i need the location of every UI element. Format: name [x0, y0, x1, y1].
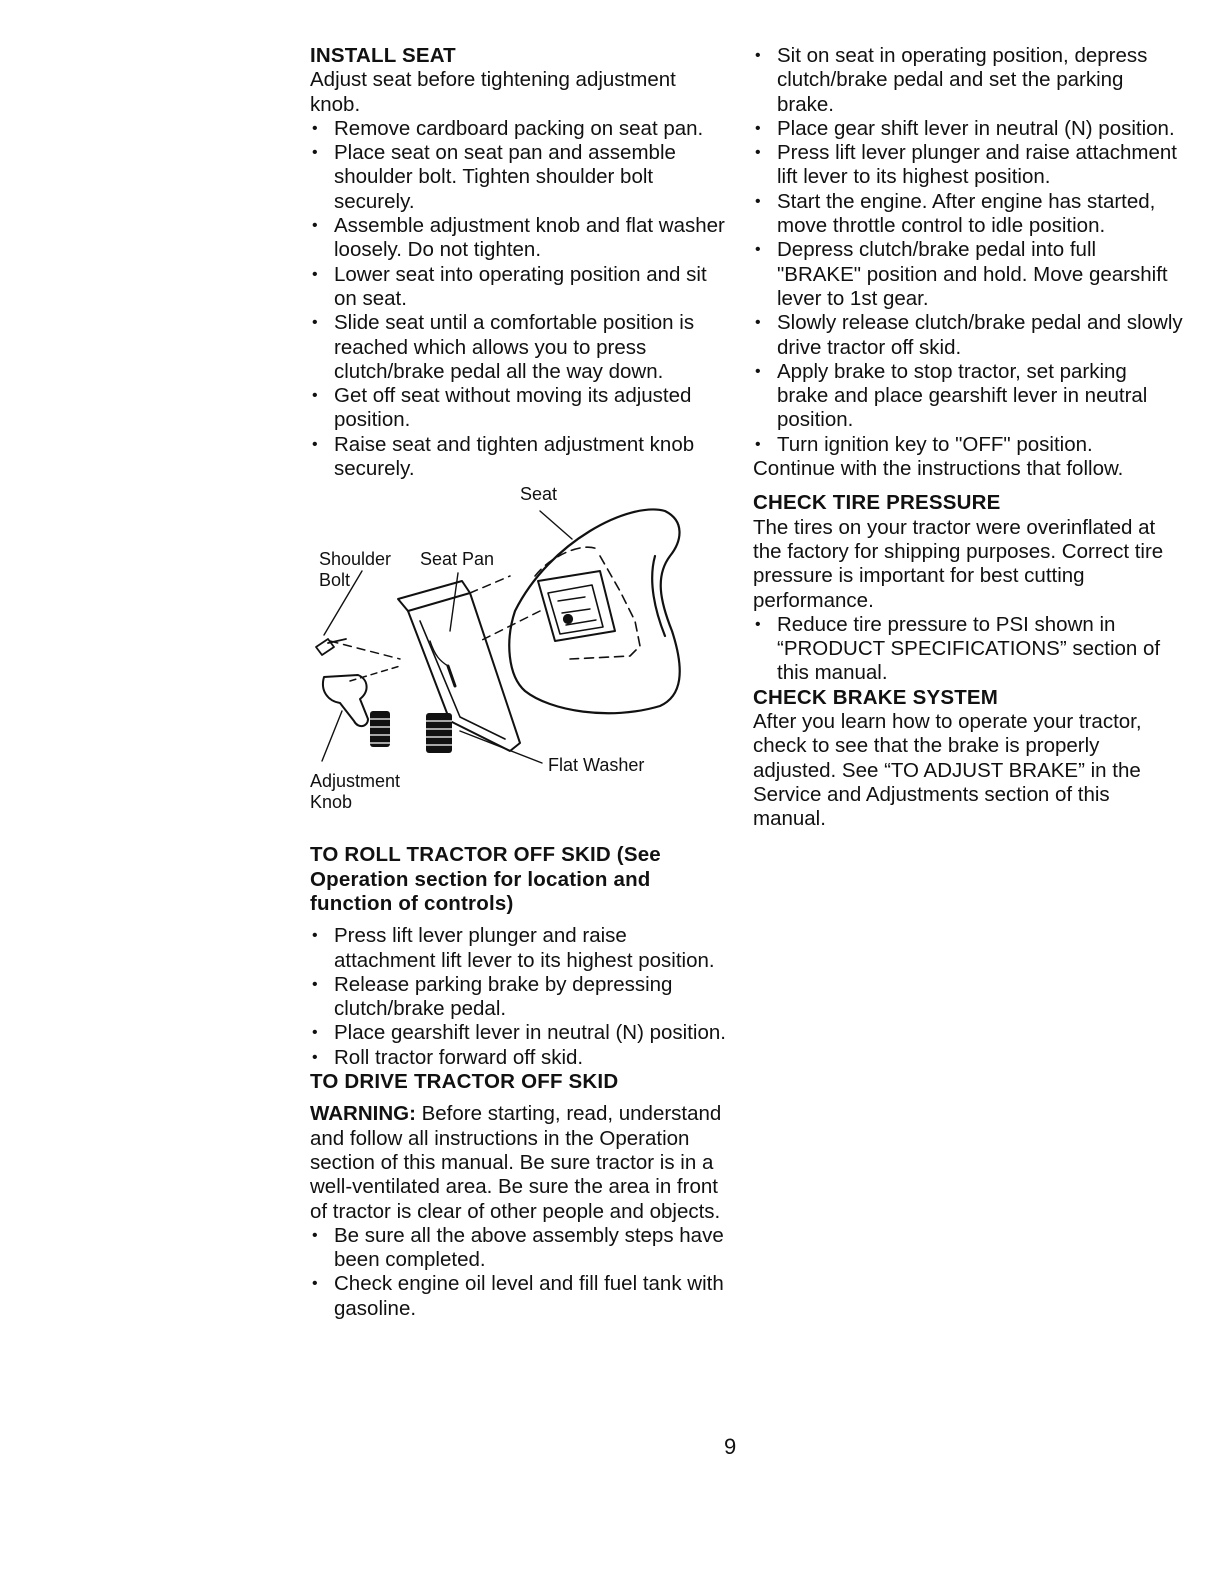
right-column — [753, 44, 1183, 832]
list-item: • Turn ignition key to "OFF" position. — [753, 433, 1183, 457]
left-column — [310, 44, 730, 1321]
tire-pressure-heading: CHECK TIRE PRESSURE — [753, 491, 1001, 515]
label-seat-pan: Seat Pan — [420, 549, 495, 570]
list-item: • Press lift lever plunger and raise attachment lift lever to its highest position. — [310, 924, 730, 973]
roll-off-steps — [310, 924, 730, 1070]
seat-assembly-figure — [310, 481, 720, 843]
label-flat-washer: Flat Washer — [548, 755, 645, 776]
list-item: • Be sure all the above assembly steps have been completed. — [310, 1224, 730, 1273]
label-shoulder-bolt: Shoulder Bolt — [319, 549, 392, 591]
drive-off-heading: TO DRIVE TRACTOR OFF SKID — [310, 1070, 619, 1094]
list-item: • Slide seat until a comfortable position is reached which allows you to press clutch/brake pedal all the way down. — [310, 311, 730, 384]
list-item: • Roll tractor forward off skid. — [310, 1046, 730, 1070]
page-number: 9 — [724, 1434, 737, 1459]
drive-off-steps — [310, 1224, 730, 1321]
list-item: • Remove cardboard packing on seat pan. — [310, 117, 730, 141]
list-item: • Start the engine. After engine has started, move throttle control to idle position. — [753, 190, 1183, 239]
list-item: • Place gearshift lever in neutral (N) position. — [310, 1021, 730, 1045]
warning-label: WARNING: — [310, 1102, 416, 1126]
list-item: • Press lift lever plunger and raise attachment lift lever to its highest position. — [753, 141, 1183, 190]
label-seat: Seat — [520, 484, 558, 505]
list-item: • Sit on seat in operating position, depress clutch/brake pedal and set the parking brake. — [753, 44, 1183, 117]
seat-shell-outline — [509, 510, 679, 714]
install-seat-heading: INSTALL SEAT — [310, 44, 456, 67]
list-item: • Depress clutch/brake pedal into full "BRAKE" position and hold. Move gearshift lever to 1st gear. — [753, 238, 1183, 311]
list-item: • Slowly release clutch/brake pedal and slowly drive tractor off skid. — [753, 311, 1183, 360]
label-adjustment-knob: Adjustment Knob — [310, 771, 401, 813]
list-item: • Place gear shift lever in neutral (N) position. — [753, 117, 1183, 141]
roll-off-heading: TO ROLL TRACTOR OFF SKID (See Operation section for location and function of controls) — [310, 843, 661, 915]
brake-system-heading: CHECK BRAKE SYSTEM — [753, 685, 999, 709]
list-item: • Apply brake to stop tractor, set parking brake and place gearshift lever in neutral position. — [753, 360, 1183, 433]
list-item: • Raise seat and tighten adjustment knob securely. — [310, 433, 730, 482]
install-seat-intro: Adjust seat before tightening adjustment knob. — [310, 68, 676, 116]
list-item: • Get off seat without moving its adjusted position. — [310, 384, 730, 433]
warning-text: Before starting, read, understand and follow all instructions in the Operation section of this manual. Be sure tractor is in a well-ventilated area. Be sure the area in front of tractor is clear of other people and objects. — [310, 1102, 722, 1223]
list-item: • Reduce tire pressure to PSI shown in “PRODUCT SPECIFICATIONS” section of this manual. — [753, 613, 1183, 686]
tire-pressure-text: The tires on your tractor were overinflated at the factory for shipping purposes. Correct tire pressure is important for best cutting performance. — [753, 515, 1164, 612]
list-item: • Lower seat into operating position and sit on seat. — [310, 263, 730, 312]
brake-system-text: After you learn how to operate your tractor, check to see that the brake is properly adjusted. See “TO ADJUST BRAKE” in the Service and Adjustments section of this manual. — [753, 710, 1142, 831]
warning-paragraph — [310, 1102, 730, 1223]
drive-steps — [753, 44, 1183, 457]
continue-text: Continue with the instructions that follow. — [753, 457, 1124, 481]
list-item: • Check engine oil level and fill fuel tank with gasoline. — [310, 1272, 730, 1321]
list-item: • Place seat on seat pan and assemble shoulder bolt. Tighten shoulder bolt securely. — [310, 141, 730, 214]
list-item: • Assemble adjustment knob and flat washer loosely. Do not tighten. — [310, 214, 730, 263]
tire-pressure-steps — [753, 613, 1183, 686]
install-seat-steps — [310, 117, 730, 481]
list-item: • Release parking brake by depressing clutch/brake pedal. — [310, 973, 730, 1022]
